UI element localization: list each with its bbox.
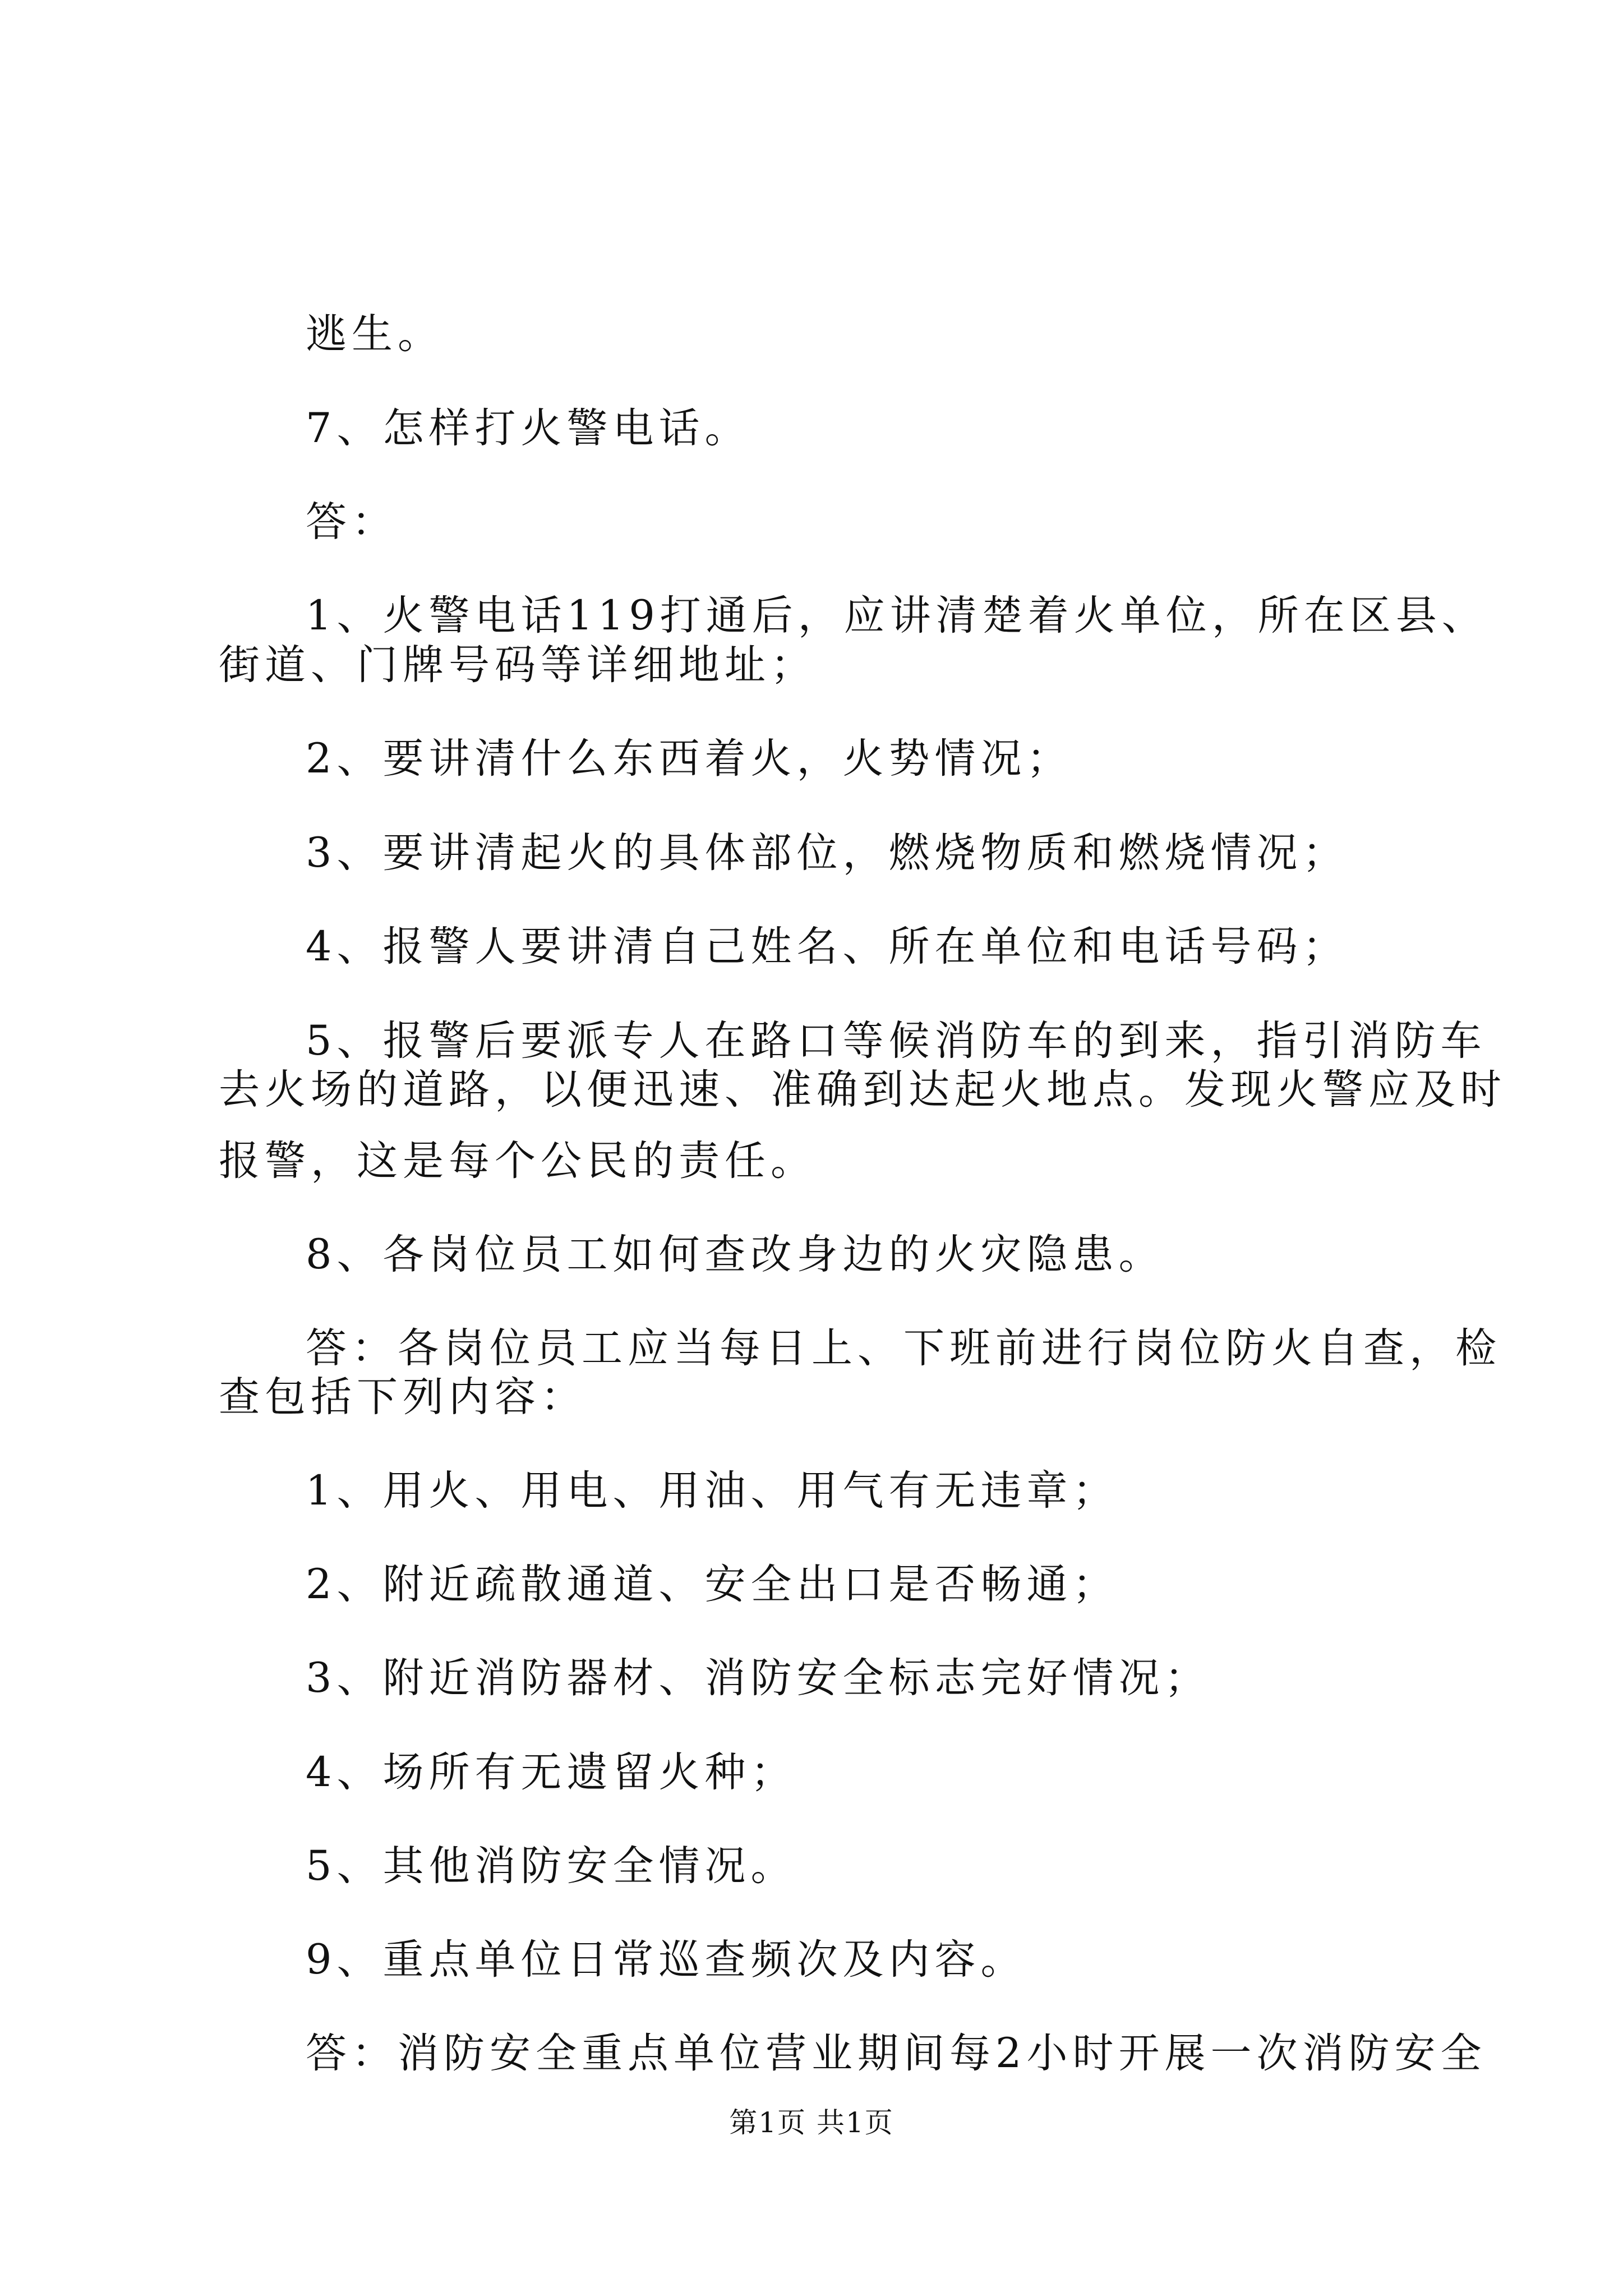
- text-line: 答：消防安全重点单位营业期间每2小时开展一次消防安全: [306, 2030, 1487, 2077]
- text-line: 街道、门牌号码等详细地址；: [219, 641, 817, 689]
- text-line: 5、报警后要派专人在路口等候消防车的到来，指引消防车: [306, 1017, 1487, 1065]
- question-heading: 9、重点单位日常巡查频次及内容。: [306, 1936, 1027, 1984]
- page-footer: 第1页 共1页: [729, 2106, 894, 2139]
- text-line: 2、要讲清什么东西着火，火势情况；: [306, 735, 1073, 783]
- text-line: 逃生。: [306, 310, 444, 358]
- text-line: 5、其他消防安全情况。: [306, 1842, 797, 1890]
- text-line: 报警，这是每个公民的责任。: [219, 1137, 817, 1185]
- text-line: 1、火警电话119打通后，应讲清楚着火单位，所在区县、: [306, 592, 1488, 639]
- answer-label: 答：: [306, 498, 398, 546]
- text-line: 查包括下列内容：: [219, 1373, 587, 1421]
- text-line: 4、场所有无遗留火种；: [306, 1749, 797, 1796]
- text-line: 3、附近消防器材、消防安全标志完好情况；: [306, 1654, 1211, 1702]
- text-line: 去火场的道路，以便迅速、准确到达起火地点。发现火警应及时: [219, 1066, 1506, 1114]
- text-line: 答：各岗位员工应当每日上、下班前进行岗位防火自查，检: [306, 1324, 1501, 1372]
- text-line: 1、用火、用电、用油、用气有无违章；: [306, 1467, 1119, 1515]
- text-line: 2、附近疏散通道、安全出口是否畅通；: [306, 1561, 1119, 1608]
- text-line: 4、报警人要讲清自己姓名、所在单位和电话号码；: [306, 923, 1349, 970]
- question-heading: 7、怎样打火警电话。: [306, 404, 751, 452]
- text-line: 3、要讲清起火的具体部位，燃烧物质和燃烧情况；: [306, 829, 1349, 877]
- question-heading: 8、各岗位员工如何查改身边的火灾隐患。: [306, 1231, 1165, 1278]
